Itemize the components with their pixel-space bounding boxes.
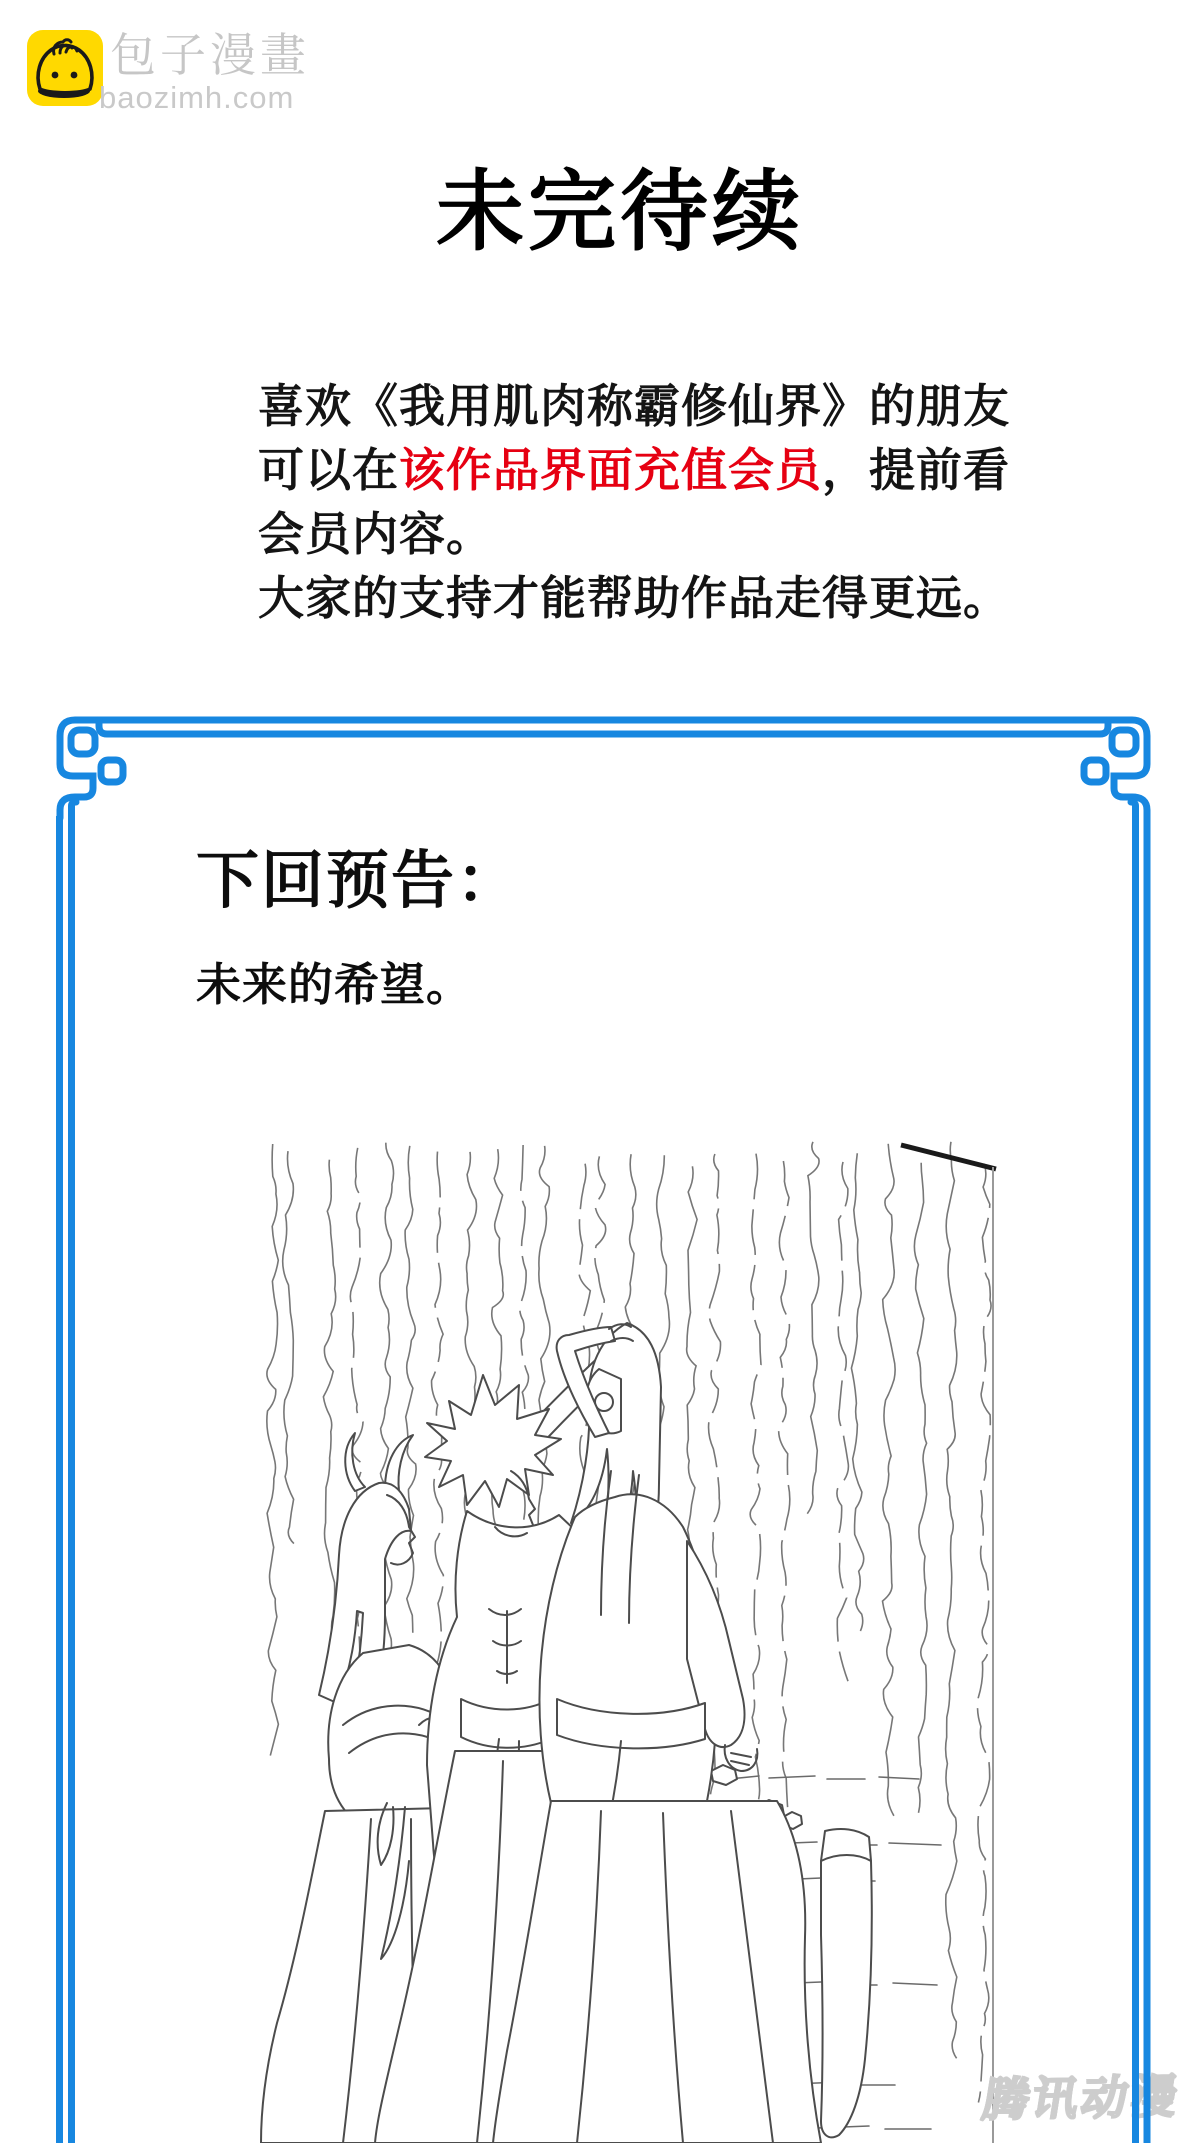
notice-line-1: 喜欢《我用肌肉称霸修仙界》的朋友	[258, 380, 1010, 432]
notice-line-3: 会员内容。	[258, 508, 493, 560]
next-episode-heading: 下回预告：	[196, 846, 521, 916]
baozi-logo-icon	[27, 30, 103, 106]
site-domain: baozimh.com	[99, 80, 295, 115]
site-name: 包子漫畫	[110, 29, 310, 81]
preview-illustration	[259, 1139, 997, 2143]
recharge-highlight-text: 该作品界面充值会员	[399, 444, 822, 496]
to-be-continued-title: 未完待续	[435, 160, 804, 263]
next-episode-subtitle: 未来的希望。	[196, 960, 473, 1010]
panel-top-edge	[901, 1145, 996, 1169]
bun-mascot-icon	[27, 30, 103, 106]
notice-line-4: 大家的支持才能帮助作品走得更远。	[258, 572, 1010, 624]
tencent-comics-watermark: 腾讯动漫	[979, 2070, 1184, 2126]
notice-line-2: 可以在该作品界面充值会员，提前看	[258, 444, 1010, 496]
membership-notice	[258, 374, 1038, 630]
